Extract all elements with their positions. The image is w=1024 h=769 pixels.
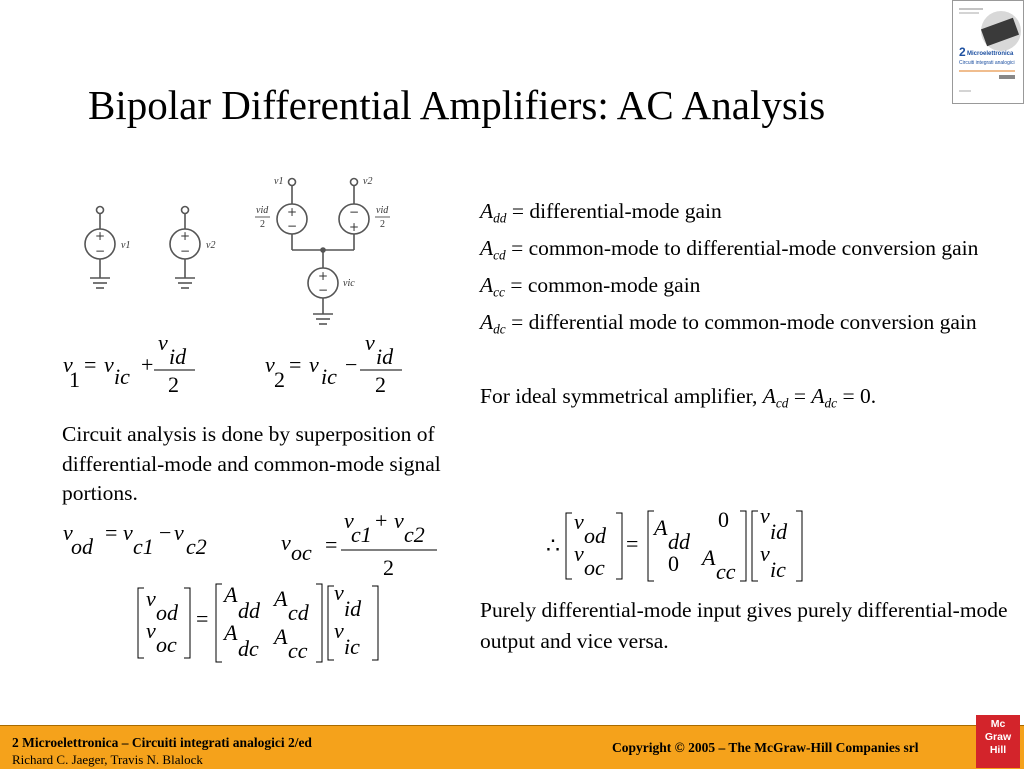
svg-text:+: + — [317, 269, 329, 283]
svg-text:ic: ic — [770, 557, 786, 582]
equations-vod-voc — [55, 508, 475, 586]
svg-text:cc: cc — [716, 559, 736, 584]
book-cover-art — [953, 1, 1023, 103]
svg-text:oc: oc — [584, 555, 605, 580]
svg-text:−: − — [159, 520, 172, 545]
svg-text:id: id — [770, 519, 788, 544]
svg-text:2: 2 — [383, 555, 394, 580]
svg-text:v: v — [146, 618, 156, 643]
svg-text:oc: oc — [291, 540, 312, 565]
svg-text:ic: ic — [114, 364, 130, 389]
definition-adc: $A_{dc}$ = differential mode to common-mode conversion gain — [480, 309, 977, 337]
circuit-single-ended-sources — [78, 200, 228, 300]
src-right-num: vid — [376, 205, 389, 216]
svg-text:A: A — [654, 515, 668, 540]
svg-text:ic: ic — [344, 634, 360, 659]
svg-text:v: v — [123, 520, 133, 545]
gain-definitions — [480, 196, 1010, 418]
svg-text:v: v — [574, 509, 584, 534]
source1-label: v1 — [121, 240, 131, 251]
svg-text:v: v — [104, 352, 114, 377]
circuit-differential-common-mode — [250, 172, 400, 330]
cover-number: 2 — [959, 45, 966, 59]
definition-add: $A_{dd}$ = differential-mode gain — [480, 199, 722, 226]
svg-text:=: = — [84, 352, 97, 377]
svg-text:0: 0 — [718, 507, 729, 532]
svg-text:2: 2 — [168, 372, 179, 397]
svg-text:c2: c2 — [186, 534, 207, 559]
cover-subtitle: Circuiti integrati analogici — [959, 60, 1015, 66]
svg-text:+: + — [141, 352, 154, 377]
svg-text:v: v — [334, 580, 344, 605]
svg-text:=: = — [626, 531, 639, 556]
svg-text:dd: dd — [238, 598, 260, 623]
svg-text:v: v — [265, 352, 275, 377]
svg-text:v: v — [760, 505, 770, 528]
common-source-label: vic — [343, 278, 355, 289]
svg-text:v: v — [63, 352, 73, 377]
source2-label: v2 — [206, 240, 216, 251]
svg-text:dd: dd — [668, 529, 690, 554]
svg-text:−: − — [286, 219, 298, 233]
svg-text:v: v — [146, 586, 156, 611]
svg-text:=: = — [105, 520, 118, 545]
svg-text:=: = — [196, 606, 209, 631]
definition-acc: $A_{cc}$ = common-mode gain — [480, 272, 701, 300]
svg-text:v: v — [309, 352, 319, 377]
svg-text:+: + — [375, 508, 388, 533]
node2-label: v2 — [363, 176, 373, 187]
svg-text:=: = — [289, 352, 302, 377]
ideal-amplifier-condition: For ideal symmetrical amplifier, $A_{cd} = A_{dc} = 0$. — [480, 383, 877, 411]
svg-text:−: − — [179, 244, 191, 258]
gain-matrix-equation — [132, 580, 402, 665]
svg-text:id: id — [376, 344, 394, 369]
svg-text:A: A — [274, 586, 288, 611]
svg-text:−: − — [317, 283, 329, 297]
svg-text:1: 1 — [69, 367, 80, 392]
equations-v1-v2 — [55, 328, 475, 406]
svg-text:+: + — [286, 205, 298, 219]
svg-text:A: A — [224, 582, 238, 607]
svg-text:+: + — [348, 220, 360, 234]
svg-text:v: v — [158, 330, 168, 355]
svg-text:v: v — [63, 520, 73, 545]
svg-text:v: v — [574, 541, 584, 566]
slide-title: Bipolar Differential Amplifiers: AC Analysis — [88, 82, 826, 128]
src-right-den: 2 — [380, 219, 385, 230]
footer-authors: Richard C. Jaeger, Travis N. Blalock — [12, 752, 203, 767]
definition-acd: $A_{cd}$ = common-mode to differential-mode conversion gain — [480, 235, 979, 263]
svg-text:−: − — [94, 244, 106, 258]
svg-text:c1: c1 — [351, 522, 372, 547]
mcgraw-hill-logo: Mc Graw Hill — [976, 715, 1020, 768]
svg-text:v: v — [174, 520, 184, 545]
svg-text:id: id — [169, 344, 187, 369]
footer-copyright: Copyright © 2005 – The McGraw-Hill Companies srl — [612, 740, 919, 755]
svg-text:od: od — [71, 534, 93, 559]
node1-label: v1 — [274, 176, 284, 187]
svg-text:A: A — [274, 624, 288, 649]
svg-text:od: od — [156, 600, 178, 625]
svg-text:ic: ic — [321, 364, 337, 389]
svg-text:2: 2 — [274, 367, 285, 392]
src-left-den: 2 — [260, 219, 265, 230]
svg-text:+: + — [94, 229, 106, 243]
svg-text:=: = — [325, 532, 338, 557]
svg-text:+: + — [179, 229, 191, 243]
book-cover-thumbnail — [952, 0, 1024, 104]
svg-text:oc: oc — [156, 632, 177, 657]
svg-text:−: − — [345, 352, 358, 377]
svg-text:v: v — [365, 330, 375, 355]
svg-text:c2: c2 — [404, 522, 425, 547]
cover-title: Microelettronica — [967, 51, 1014, 57]
svg-text:∴: ∴ — [546, 533, 560, 558]
superposition-paragraph: Circuit analysis is done by superposition of differential-mode and common-mode signal portions. — [62, 422, 441, 506]
src-left-num: vid — [256, 205, 269, 216]
svg-text:v: v — [760, 541, 770, 566]
svg-text:2: 2 — [375, 372, 386, 397]
svg-text:v: v — [334, 618, 344, 643]
svg-text:id: id — [344, 596, 362, 621]
svg-text:dc: dc — [238, 636, 259, 661]
svg-text:v: v — [394, 508, 404, 533]
svg-text:cc: cc — [288, 638, 308, 663]
svg-text:c1: c1 — [133, 534, 154, 559]
svg-text:od: od — [584, 523, 606, 548]
ideal-gain-matrix-equation — [540, 505, 820, 585]
conclusion-text: Purely differential-mode input gives purely differential-mode output and vice versa. — [480, 598, 1008, 654]
svg-text:0: 0 — [668, 551, 679, 576]
footer-book-title: 2 Microelettronica – Circuiti integrati analogici 2/ed — [12, 735, 312, 750]
svg-text:A: A — [702, 545, 716, 570]
svg-text:v: v — [281, 530, 291, 555]
svg-text:cd: cd — [288, 600, 309, 625]
svg-text:−: − — [348, 205, 360, 219]
svg-text:A: A — [224, 620, 238, 645]
svg-text:v: v — [344, 508, 354, 533]
